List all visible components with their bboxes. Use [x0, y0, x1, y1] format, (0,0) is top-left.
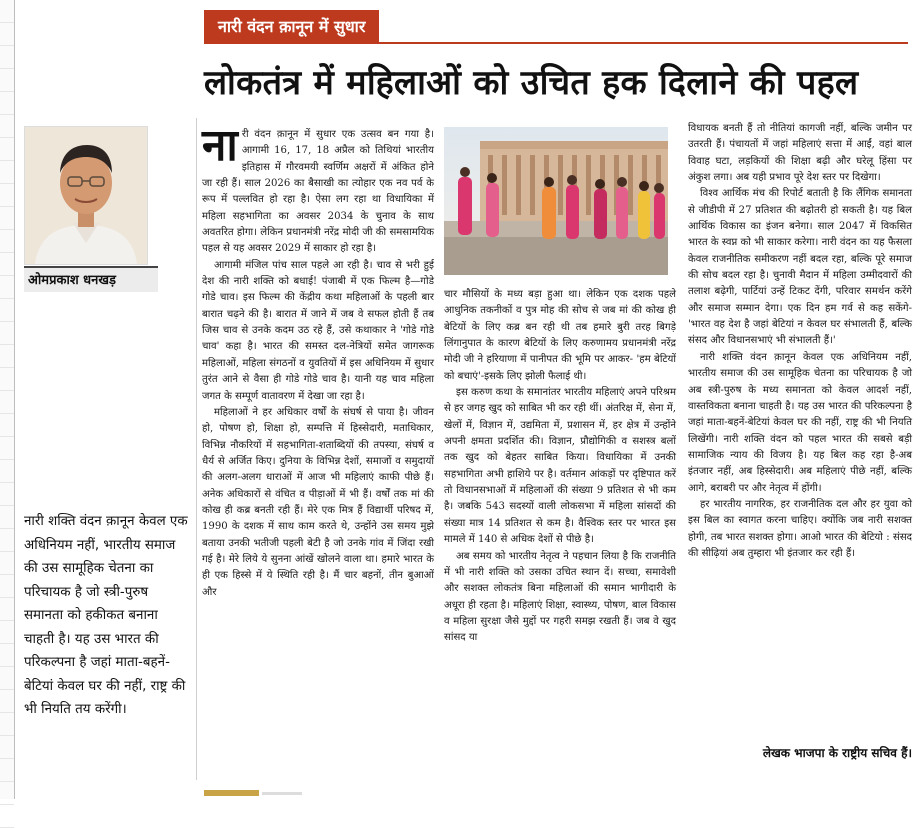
headline: लोकतंत्र में महिलाओं को उचित हक दिलाने की पहल — [204, 63, 859, 103]
column-divider — [196, 118, 197, 780]
article-column-2 — [444, 287, 676, 757]
next-article-rule — [204, 790, 259, 796]
article-column-1 — [202, 120, 434, 782]
paragraph: हर भारतीय नागरिक, हर राजनीतिक दल और हर युवा को इस बिल का स्वागत करना चाहिए। क्योंकि जब नारी सशक्त होगी, तब भारत सशक्त होगा। आओ भारत की बेटियो : संसद की सीढ़ियां अब तुम्हारा भी इंतजार कर रही हैं। — [688, 498, 912, 559]
drop-cap: ना — [202, 120, 238, 171]
kicker-rule — [204, 42, 908, 44]
adjacent-page-edge — [0, 0, 15, 799]
paragraph: नारी शक्ति वंदन क़ानून केवल एक अधिनियम नहीं, भारतीय समाज की उस सामूहिक चेतना का परिचायक है जो अब स्त्री-पुरुष के मध्य समानता को केवल आदर्श नहीं, वास्तविकता बनाना चाहती है। यह उस भारत की परिकल्पना है जहां माता-बहनें-बेटियां केवल घर की नहीं, राष्ट्र की भी नियति लिखेंगी। नारी शक्ति वंदन को पहल भारत की सबसे बड़ी सामाजिक न्याय की विजय है। यह बिल कह रहा है-अब इंतजार नहीं, अब हिस्सेदारी। अब महिलाएं पीछे नहीं, बल्कि आगे, बराबरी पर और नेतृत्व में होंगी। — [688, 351, 912, 494]
pull-quote: नारी शक्ति वंदन क़ानून केवल एक अधिनियम नहीं, भारतीय समाज की उस सामूहिक चेतना का परिचायक है जो स्त्री-पुरुष समानता को हकीकत बनाना चाहती है। यह उस भारत की परिकल्पना है जहां माता-बहनें-बेटियां केवल घर की नहीं, राष्ट्र की भी नियति तय करेंगी। — [24, 514, 188, 717]
author-byline: लेखक भाजपा के राष्ट्रीय सचिव हैं। — [762, 746, 912, 760]
section-kicker: नारी वंदन क़ानून में सुधार — [204, 10, 379, 43]
article-column-3 — [688, 121, 912, 741]
paragraph: विधायक बनती हैं तो नीतियां कागजी नहीं, बल्कि जमीन पर उतरती हैं। पंचायतों में जहां महिलाएं सत्ता में आईं, वहां बाल विवाह घटा, लड़कियों की शिक्षा बढ़ी और घरेलू हिंसा पर अंकुश लगा। अब यही प्रभाव पूरे देश स्तर पर दिखेगा। — [688, 123, 912, 184]
paragraph: इस करुण कथा के समानांतर भारतीय महिलाएं अपने परिश्रम से हर जगह खुद को साबित भी कर रही थीं। अंतरिक्ष में, सेना में, खेलों में, विज्ञान में, उद्यमिता में, प्रशासन में, हर क्षेत्र में उन्होंने अपनी क्षमता प्रदर्शित की। विज्ञान, प्रौद्योगिकी व सशस्त्र बलों तक खुद को बेहतर साबित किया। विधायिका में उनकी सहभागिता अभी हाशिये पर है। वर्तमान आंकड़ों पर दृष्टिपात करें तो विधानसभाओं में महिलाओं की संख्या 9 प्रतिशत से भी कम है। जबकि 543 सदस्यों वाली लोकसभा में महिला सांसदों की संख्या मात्र 14 प्रतिशत से कम है। वैश्विक स्तर पर भारत इस मामले में 140 से अधिक देशों से पीछे है। — [444, 387, 676, 546]
paragraph: अब समय को भारतीय नेतृत्व ने पहचान लिया है कि राजनीति में भी नारी शक्ति को उसका उचित स्थान दें। सच्चा, समावेशी और सशक्त लोकतंत्र बिना महिलाओं की समान भागीदारी के अधूरा ही रहता है। महिलाएं शिक्षा, स्वास्थ्य, पोषण, बाल विकास व महिला सुरक्षा जैसे मुद्दों पर गहरी समझ रखती हैं। जब वे खुद सांसद या — [444, 550, 676, 644]
next-article-rule-thin — [262, 792, 302, 795]
paragraph: री वंदन क़ानून में सुधार एक उत्सव बन गया है। आगामी 16, 17, 18 अप्रैल को तिथियां भारतीय इतिहास में गौरवमयी स्वर्णिम अक्षरों में अंकित होने जा रही हैं। साल 2026 का बैसाखी का त्योहार एक नव पर्व के रूप में पल्लवित हो रहा है। ऐसा लग रहा था विधायिका में महिला सहभागिता का अवसर 2034 के चुनाव के साथ अवतरित होगा। लेकिन प्रधानमंत्री नरेंद्र मोदी जी की समसामयिक पहल से यह अवसर 2029 में साकार हो रहा है। — [202, 129, 434, 255]
parliament-scene-illustration — [444, 127, 668, 275]
parliament-women-photo — [444, 127, 668, 275]
author-photo — [24, 126, 148, 265]
paragraph: महिलाओं ने हर अधिकार वर्षों के संघर्ष से पाया है। जीवन हो, पोषण हो, शिक्षा हो, सम्पत्ति में हिस्सेदारी, मताधिकार, विभिन्न नौकरियों में सहभागिता-शताब्दियों की तपस्या, संघर्ष व धैर्य से अर्जित किए। दुनिया के विभिन्न देशों, समाजों व समुदायों की अलग-अलग धाराओं में आज भी महिलाएं काफी पीछे हैं। अनेक अधिकारों से वंचित व पीड़ाओं में भी हैं। वर्षों तक मां की कोख ही कब्र बनती रही हैं। मेरे एक मित्र हैं विद्यार्थी परिषद में, 1990 के दशक में साथ काम करते थे, उन्होंने उस समय मुझे बताया उनकी भतीजी पहली बेटी है जो उनके गांव में जिंदा रखी गई है। मेरे लिये ये सुनना आंखें खोलने वाला था। हमारे भारत के ही एक हिस्से में ये स्थिति रही है। मैं चार बहनों, तीन बुआओं और — [202, 406, 434, 598]
paragraph: चार मौसियों के मध्य बड़ा हुआ था। लेकिन एक दशक पहले आधुनिक तकनीकों व पुत्र मोह की सोच से जब मां की कोख ही बेटियों के लिए कब्र बन रही थी तब हमारे बुरी तरह बिगड़े लिंगानुपात के कारण बेटियों के लिए करुणामय प्रधानमंत्री नरेंद्र मोदी जी ने हरियाणा में पानीपत की भूमि पर आकर- 'हम बेटियों को बचाएं'-इसके लिए झोली फैलाई थी। — [444, 289, 676, 382]
author-portrait-illustration — [25, 127, 147, 264]
author-name: ओमप्रकाश धनखड़ — [24, 266, 158, 292]
paragraph: विश्व आर्थिक मंच की रिपोर्ट बताती है कि लैंगिक समानता से जीडीपी में 27 प्रतिशत की बढ़ोतरी हो सकती है। यह बिल आर्थिक विकास का इंजन बनेगा। साल 2047 में विकसित भारत के स्वप्न को भी साकार करेगा। नारी वंदन का यह फैसला केवल राजनीतिक समीकरण नहीं बदल रहा, बल्कि पूरे समाज की सोच बदल रहा है। चुनावी मैदान में महिला उम्मीदवारों की तलाश बढ़ेगी, पार्टियां उन्हें टिकट देंगी, परिवार समर्थन करेंगे और समाज सम्मान देगा। एक दिन हम गर्व से कह सकेंगे-'भारत वह देश है जहां बेटियां न केवल घर संभालती हैं, बल्कि संसद और विधानसभाएं भी संभालती हैं।' — [688, 188, 912, 347]
paragraph: आगामी मंजिल पांच साल पहले आ रही है। चाव से भरी हुई देश की नारी शक्ति को बधाई! पंजाबी में एक फिल्म है—गोडे गोडे चाव। इस फिल्म की केंद्रीय कथा महिलाओं के पहली बार बारात चढ़ने की है। बारात में जाने में जब वे सफल होती हैं तब जिस चाव से उनके कदम उठ रहे हैं, उसे कथाकार ने 'गोडे गोडे चाव' कहा है। भारत की समस्त दल-नेत्रियों समेत जागरूक महिलाओं, महिला संगठनों व युवतियों में इस अधिनियम में सुधार तुरंत आने से वैसा ही गोडे गोडे चाव है। यानी यह चाव महिला जगत के सम्पूर्ण वातावरण में देखा जा रहा है। — [202, 259, 434, 402]
